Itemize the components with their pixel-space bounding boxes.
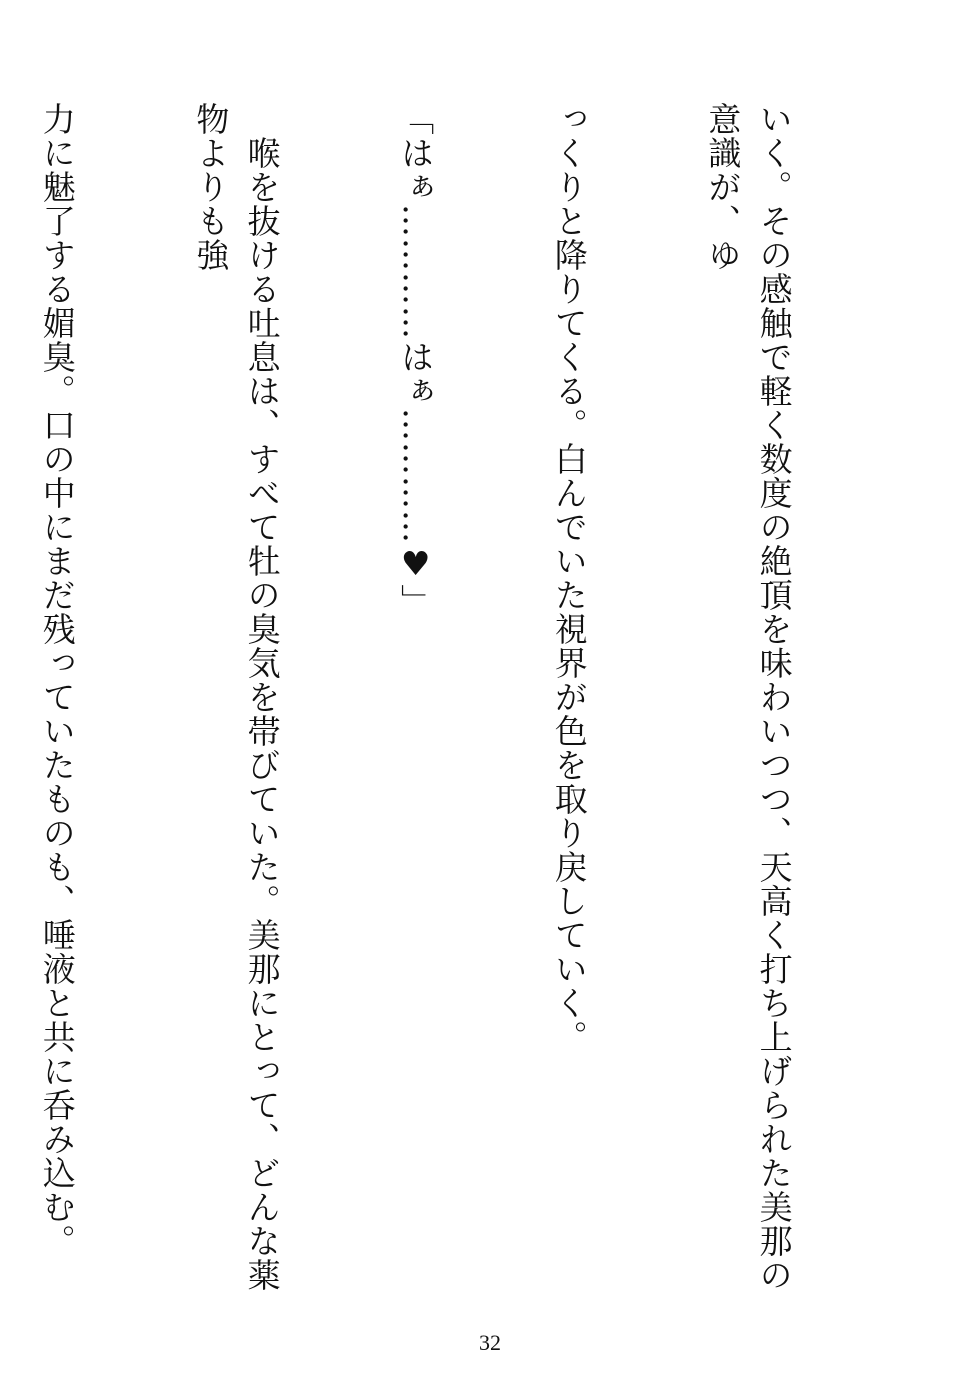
text-line: 力に魅了する媚臭。口の中にまだ残っていたものも、唾液と共に呑み込む。 [37, 102, 77, 1258]
page-number: 32 [479, 1330, 501, 1355]
text-line: いく。その感触で軽く数度の絶頂を味わいつつ、天高く打ち上げられた美那の意識が、ゆ [703, 102, 794, 1292]
text-line: 喉を抜ける吐息は、すべて牡の臭気を帯びていた。美那にとって、どんな薬物よりも強 [191, 102, 282, 1292]
vertical-text-body [0, 102, 902, 1324]
text-line: 「はぁ…………はぁ…………♥」 [396, 102, 436, 618]
text-line: っくりと降りてくる。白んでいた視界が色を取り戻していく。 [549, 102, 589, 1054]
